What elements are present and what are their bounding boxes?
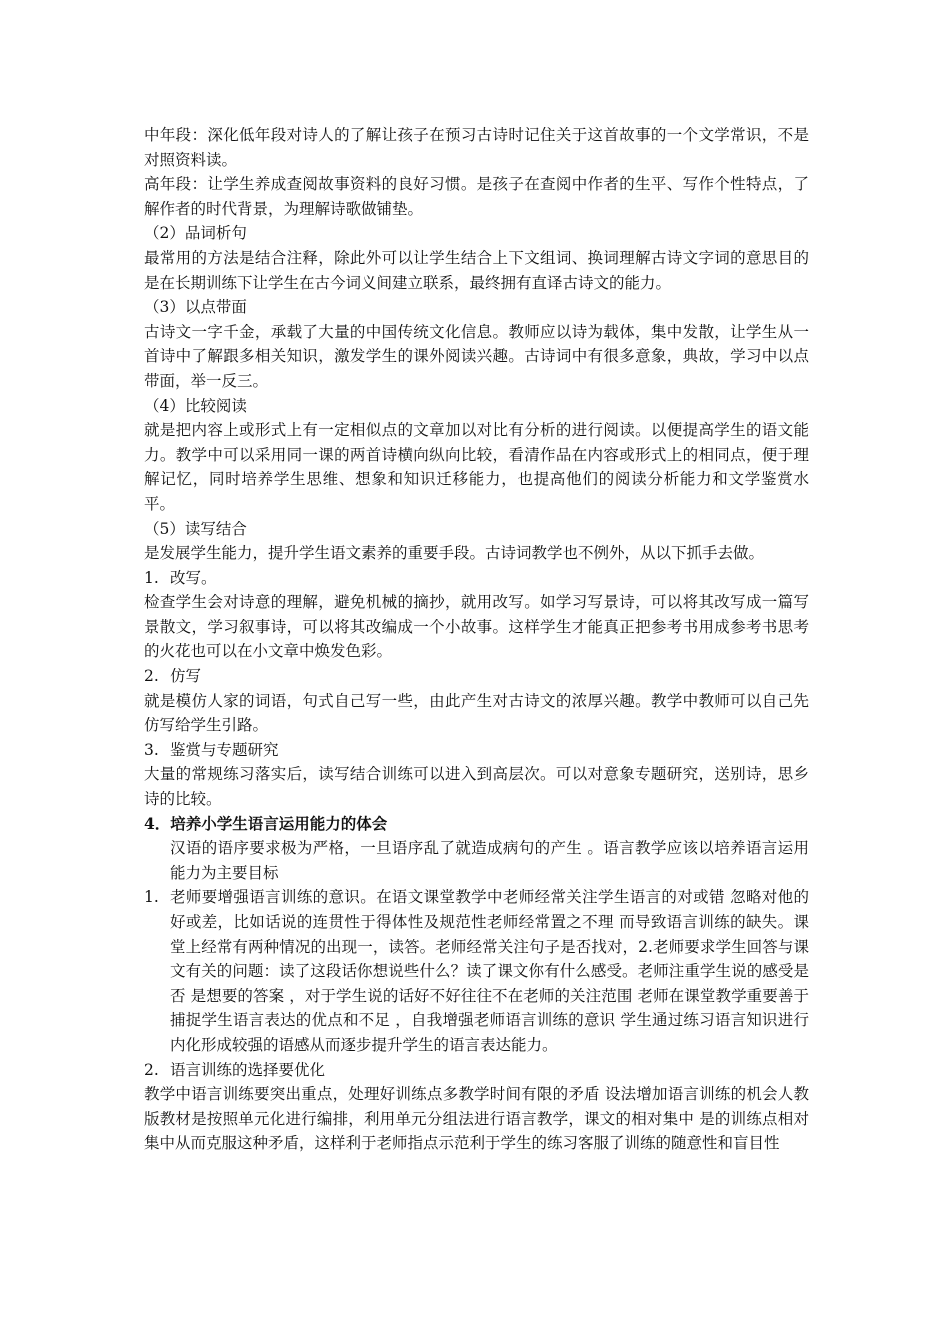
section-heading-4: 4．培养小学生语言运用能力的体会 — [144, 813, 388, 833]
paragraph-reading-writing: 是发展学生能力，提升学生语文素养的重要手段。古诗词教学也不例外，从以下抓手去做。 — [144, 544, 765, 563]
paragraph-comparative-reading: 就是把内容上或形式上有一定相似点的文章加以对比有分析的进行阅读。以便提高学生的语文能力。教学中可以采用同一课的两首诗横向纵向比较，看清作品在内容或形式上的相同点，便于理解记忆，同时培养学生思维、想象和知识迁移能力，也提高他们的阅读分析能力和文学鉴赏水平。 — [144, 421, 809, 513]
heading-point-to-surface: （3）以点带面 — [144, 298, 247, 317]
paragraph-rewrite: 检查学生会对诗意的理解，避免机械的摘抄，就用改写。如学习写景诗，可以将其改写成一篇写景散文，学习叙事诗，可以将其改编成一个小故事。这样学生才能真正把参考书用成参考书思考的火花也可以在小文章中焕发色彩。 — [144, 593, 809, 661]
list-item-training-selection — [144, 1058, 809, 1083]
heading-word-analysis: （2）品词析句 — [144, 224, 247, 243]
paragraph-imitate: 就是模仿人家的词语，句式自己写一些，由此产生对古诗文的浓厚兴趣。教学中教师可以自己先仿写给学生引路。 — [144, 691, 809, 735]
list-number: 2. — [144, 1060, 159, 1079]
list-number: 1. — [144, 888, 159, 907]
paragraph-point-to-surface: 古诗文一字千金，承载了大量的中国传统文化信息。教师应以诗为载体，集中发散，让学生从一首诗中了解跟多相关知识，激发学生的课外阅读兴趣。古诗词中有很多意象，典故，学习中以点带面，举一反三。 — [144, 322, 809, 390]
paragraph-training-focus: 教学中语言训练要突出重点，处理好训练点多教学时间有限的矛盾 设法增加语言训练的机会人教版教材是按照单元化进行编排，利用单元分组法进行语言教学，课文的相对集中 是的训练点相对集中从而克服这种矛盾，这样利于老师指点示范利于学生的练习客服了训练的随意性和盲目性 — [144, 1085, 809, 1153]
list-number: 2. — [144, 667, 159, 686]
list-text: 仿写 — [170, 667, 202, 686]
list-text: 语言训练的选择要优化 — [170, 1060, 326, 1079]
list-text: 老师要增强语言训练的意识。在语文课堂教学中老师经常关注学生语言的对或错 忽略对他的好或差，比如话说的连贯性于得体性及规范性老师经常置之不理 而导致语言训练的缺失。课堂上经常有两种情况的出现一，读答。老师经常关注句子是否找对，2.老师要求学生回答与课文有关的问题：读了这段话你想说些什么？读了课文你有什么感受。老师注重学生说的感受是否 是想要的答案 ，对于学生说的话好不好往往不在老师的关注范围 老师在课堂教学重要善于捕捉学生语言表达的优点和不足 ，自我增强老师语言训练的意识 学生通过练习语言知识进行内化形成较强的语感从而逐步提升学生的语言表达能力。 — [170, 888, 809, 1054]
list-item-rewrite — [144, 566, 809, 591]
list-number: 3. — [144, 740, 159, 759]
heading-reading-writing: （5）读写结合 — [144, 519, 247, 538]
list-item-imitate — [144, 664, 809, 689]
list-number: 1. — [144, 568, 159, 587]
paragraph-high-grade: 高年段：让学生养成查阅故事资料的良好习惯。是孩子在查阅中作者的生平、写作个性特点，了解作者的时代背景，为理解诗歌做铺垫。 — [144, 175, 809, 218]
paragraph-word-analysis: 最常用的方法是结合注释，除此外可以让学生结合上下文组词、换词理解古诗文字词的意思目的是在长期训练下让学生在古今词义间建立联系，最终拥有直译古诗文的能力。 — [144, 248, 809, 292]
list-text: 鉴赏与专题研究 — [170, 740, 279, 759]
list-item-training-awareness — [144, 885, 809, 1057]
document-body — [144, 123, 809, 1156]
paragraph-appreciation: 大量的常规练习落实后，读写结合训练可以进入到高层次。可以对意象专题研究，送别诗，思乡诗的比较。 — [144, 765, 809, 809]
paragraph-word-order: 汉语的语序要求极为严格，一旦语序乱了就造成病句的产生 。语言教学应该以培养语言运用能力为主要目标 — [170, 839, 809, 882]
list-text: 改写。 — [170, 568, 217, 587]
heading-comparative-reading: （4）比较阅读 — [144, 396, 247, 415]
list-item-appreciation — [144, 738, 809, 763]
paragraph-middle-grade: 中年段：深化低年段对诗人的了解让孩子在预习古诗时记住关于这首故事的一个文学常识，不是对照资料读。 — [144, 126, 809, 169]
